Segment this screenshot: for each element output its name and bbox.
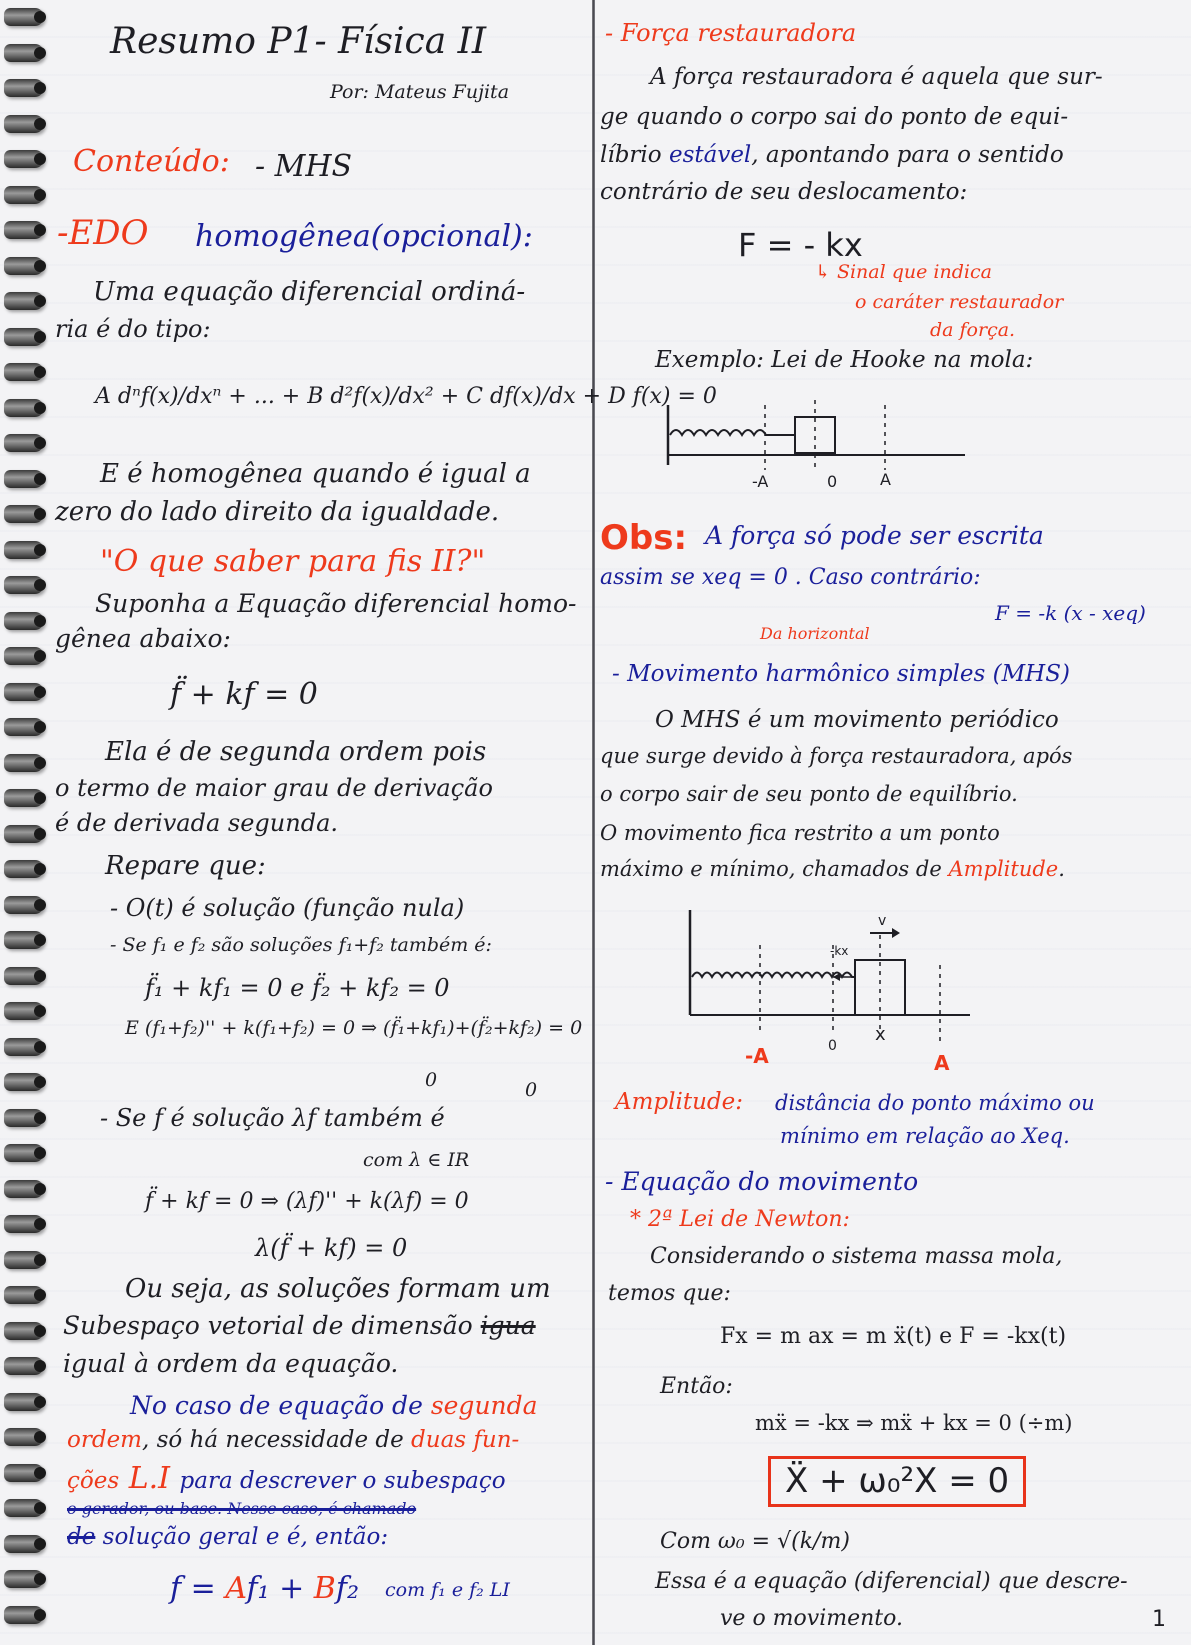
equation-general: A dⁿf(x)/dxⁿ + ... + B d²f(x)/dx² + C df(x)/dx + D f(x) = 0 [95, 384, 717, 409]
spring-figure-2 [680, 905, 980, 1075]
p4-line1: Ela é de segunda ordem pois [105, 737, 487, 767]
p6-line3-b: L.I [119, 1461, 180, 1496]
p4-line2: o termo de maior grau de derivação [55, 774, 493, 802]
sum-zero-1: 0 [425, 1069, 438, 1091]
p6-line1-a: No caso de equação de [130, 1391, 431, 1420]
rf-line2: ge quando o corpo sai do ponto de equi- [600, 104, 1069, 130]
p6-line3 [67, 1462, 506, 1495]
heading-restoring-force: - Força restauradora [605, 19, 857, 47]
fig2-label-zero: 0 [828, 1038, 837, 1054]
newton-equation: Fx = m ax = m ẍ(t) e F = -kx(t) [720, 1324, 1067, 1349]
gs-A: A [225, 1571, 247, 1606]
spiral-hole [34, 721, 46, 733]
spiral-hole [34, 1360, 46, 1372]
bullet-null-solution: - O(t) é solução (função nula) [110, 894, 465, 922]
then-equation: mẍ = -kx ⇒ mẍ + kx = 0 (÷m) [755, 1411, 1073, 1435]
fig2-label-neg-a: -A [745, 1044, 769, 1068]
spiral-hole [34, 473, 46, 485]
p5-line3: igual à ordem da equação. [63, 1349, 399, 1378]
gs-f2: f₂ [335, 1571, 359, 1606]
spiral-hole [34, 437, 46, 449]
fig1-label-neg-a: -A [752, 472, 769, 491]
sum-eq1: f̈₁ + kf₁ = 0 e f̈₂ + kf₂ = 0 [145, 974, 450, 1002]
spring-figure-1 [660, 395, 990, 495]
fig1-label-a: A [880, 470, 891, 489]
spiral-hole [34, 686, 46, 698]
sign-note-3: da força. [930, 319, 1016, 341]
obs-line2: assim se xeq = 0 . Caso contrário: [600, 565, 981, 590]
general-solution-condition: com f₁ e f₂ LI [385, 1579, 510, 1601]
spiral-hole [34, 650, 46, 662]
question-heading: "O que saber para fis II?" [100, 544, 486, 579]
p1-line2: ria é do tipo: [55, 315, 211, 343]
spiral-hole [34, 295, 46, 307]
fig2-label-x: x [875, 1024, 886, 1045]
bullet-scalar-solution: - Se f é solução λf também é [100, 1104, 445, 1132]
spiral-hole [34, 508, 46, 520]
example-label: Exemplo: Lei de Hooke na mola: [655, 347, 1034, 373]
equation-homogeneous: f̈ + kf = 0 [170, 677, 318, 712]
spiral-hole [34, 1538, 46, 1550]
spiral-hole [34, 1218, 46, 1230]
heading-mhs: - Movimento harmônico simples (MHS) [612, 661, 1070, 687]
spiral-hole [34, 331, 46, 343]
rf-line4: contrário de seu deslocamento: [600, 179, 968, 205]
spiral-hole [34, 757, 46, 769]
content-value: - MHS [255, 149, 353, 184]
spiral-hole [34, 1147, 46, 1159]
p6-line4-strike: o gerador, ou base. Nesse caso, é chamado [67, 1499, 417, 1518]
conclusion-line2: ve o movimento. [720, 1606, 903, 1631]
spiral-hole [34, 1005, 46, 1017]
mhs-line1: O MHS é um movimento periódico [655, 707, 1059, 733]
p6-line2 [67, 1428, 519, 1453]
fig2-label-a: A [934, 1051, 950, 1075]
spiral-hole [34, 11, 46, 23]
bullet-sum-solution: - Se f₁ e f₂ são soluções f₁+f₂ também é: [110, 934, 492, 956]
mhs-line4: O movimento fica restrito a um ponto [600, 821, 1000, 845]
spiral-hole [34, 899, 46, 911]
scalar-eq2: λ(f̈ + kf) = 0 [255, 1234, 408, 1262]
sign-note-2: o caráter restaurador [855, 291, 1064, 313]
spiral-hole [34, 1325, 46, 1337]
content-label: Conteúdo: [73, 144, 230, 179]
sum-eq2: E (f₁+f₂)'' + k(f₁+f₂) = 0 ⇒ (f̈₁+kf₁)+(f̈₂+kf₂) = 0 [125, 1017, 583, 1039]
p2-line2: zero do lado direito da igualdade. [55, 497, 500, 527]
omega-definition: Com ω₀ = √(k/m) [660, 1529, 850, 1554]
sign-note-1: ↳ Sinal que indica [815, 261, 992, 283]
fig2-label-v: v [878, 913, 887, 929]
p3-line2: gênea abaixo: [55, 624, 231, 653]
mhs-line5-c: . [1058, 857, 1065, 881]
p1-line1: Uma equação diferencial ordiná- [93, 277, 526, 307]
spiral-hole [34, 863, 46, 875]
rf-line3-c: , apontando para o sentido [751, 142, 1064, 168]
gs-f1: f₁ + [246, 1571, 314, 1606]
column-divider [592, 0, 595, 1645]
p6-line5 [67, 1525, 388, 1550]
spiral-hole [34, 1041, 46, 1053]
p6-line2-a: ordem [67, 1427, 142, 1453]
p5-line2-text: Subespaço vetorial de dimensão [63, 1311, 473, 1340]
p6-line2-b: , só há necessidade de [142, 1427, 412, 1453]
p5-line1: Ou seja, as soluções formam um [125, 1274, 551, 1304]
spiral-hole [34, 934, 46, 946]
p6-line3-c: para descrever o subespaço [179, 1468, 506, 1494]
eqm-line2: temos que: [608, 1281, 731, 1306]
p6-line1 [130, 1392, 538, 1420]
mhs-line2: que surge devido à força restauradora, após [600, 744, 1073, 768]
spiral-hole [34, 224, 46, 236]
p6-line5-b: solução geral e é, então: [95, 1524, 389, 1550]
spiral-hole [34, 579, 46, 591]
p6-line5-a: de [67, 1524, 96, 1550]
p3-line1: Suponha a Equação diferencial homo- [95, 589, 577, 618]
sum-zero-2: 0 [525, 1079, 538, 1101]
spiral-hole [34, 47, 46, 59]
gs-B: B [313, 1571, 336, 1606]
rf-line3 [600, 143, 1064, 168]
rf-line3-b: estável [668, 142, 752, 168]
spiral-hole [34, 615, 46, 627]
spiral-hole [34, 792, 46, 804]
scalar-condition: com λ ∈ IR [363, 1149, 470, 1171]
mhs-line5-a: máximo e mínimo, chamados de [600, 857, 949, 881]
spiral-binding [0, 0, 52, 1645]
spiral-hole [34, 828, 46, 840]
p5-line2-strike: igua [480, 1311, 536, 1340]
amplitude-label: Amplitude: [615, 1089, 743, 1115]
spiral-hole [34, 1467, 46, 1479]
author: Por: Mateus Fujita [330, 81, 510, 103]
spiral-hole [34, 366, 46, 378]
edo-dash: -EDO [57, 213, 149, 253]
fig1-label-zero: 0 [827, 472, 838, 491]
newton-law: * 2ª Lei de Newton: [630, 1207, 850, 1232]
repare: Repare que: [105, 851, 266, 881]
spiral-hole [34, 970, 46, 982]
spiral-hole [34, 1396, 46, 1408]
mhs-line5 [600, 858, 1065, 881]
obs-label: Obs: [600, 518, 688, 558]
spiral-hole [34, 1289, 46, 1301]
spiral-hole [34, 402, 46, 414]
obs-equation: F = -k (x - xeq) [995, 601, 1146, 625]
mhs-equation-boxed: Ẍ + ω₀²X = 0 [768, 1456, 1026, 1507]
rf-line1: A força restauradora é aquela que sur- [650, 64, 1103, 90]
p6-line3-a: ções [67, 1468, 120, 1494]
spiral-hole [34, 1254, 46, 1266]
spiral-hole [34, 544, 46, 556]
gs-f: f = [170, 1571, 226, 1606]
spiral-hole [34, 1573, 46, 1585]
spiral-hole [34, 82, 46, 94]
mhs-line5-b: Amplitude [948, 857, 1059, 881]
heading-equation-motion: - Equação do movimento [605, 1167, 919, 1196]
spiral-hole [34, 260, 46, 272]
p5-line2 [63, 1312, 536, 1340]
page-title: Resumo P1- Física II [110, 21, 487, 62]
page-number: 1 [1152, 1607, 1166, 1632]
spiral-hole [34, 118, 46, 130]
amplitude-line1: distância do ponto máximo ou [775, 1091, 1095, 1115]
rf-line3-a: líbrio [600, 142, 669, 168]
amplitude-line2: mínimo em relação ao Xeq. [780, 1124, 1070, 1148]
mhs-line3: o corpo sair de seu ponto de equilíbrio. [600, 782, 1018, 806]
p6-line1-b: segunda [430, 1391, 538, 1420]
spiral-hole [34, 1076, 46, 1088]
spiral-hole [34, 1502, 46, 1514]
hooke-equation: F = - kx [738, 226, 863, 264]
spiral-hole [34, 153, 46, 165]
spiral-hole [34, 1431, 46, 1443]
p6-line2-c: duas fun- [411, 1427, 520, 1453]
general-solution [170, 1572, 359, 1605]
spiral-hole [34, 1112, 46, 1124]
spiral-hole [34, 1183, 46, 1195]
entao: Então: [660, 1374, 733, 1399]
scalar-eq1: f̈ + kf = 0 ⇒ (λf)'' + k(λf) = 0 [145, 1189, 469, 1214]
fig2-label-force: -kx [830, 944, 849, 958]
spiral-hole [34, 1609, 46, 1621]
p4-line3: é de derivada segunda. [55, 809, 339, 837]
eqm-line1: Considerando o sistema massa mola, [650, 1244, 1063, 1269]
p2-line1: E é homogênea quando é igual a [100, 459, 531, 489]
conclusion-line1: Essa é a equação (diferencial) que descre- [655, 1569, 1128, 1594]
obs-line1: A força só pode ser escrita [705, 521, 1044, 550]
edo-title: homogênea(opcional): [195, 219, 533, 254]
obs-note: Da horizontal [760, 624, 870, 643]
spiral-hole [34, 189, 46, 201]
